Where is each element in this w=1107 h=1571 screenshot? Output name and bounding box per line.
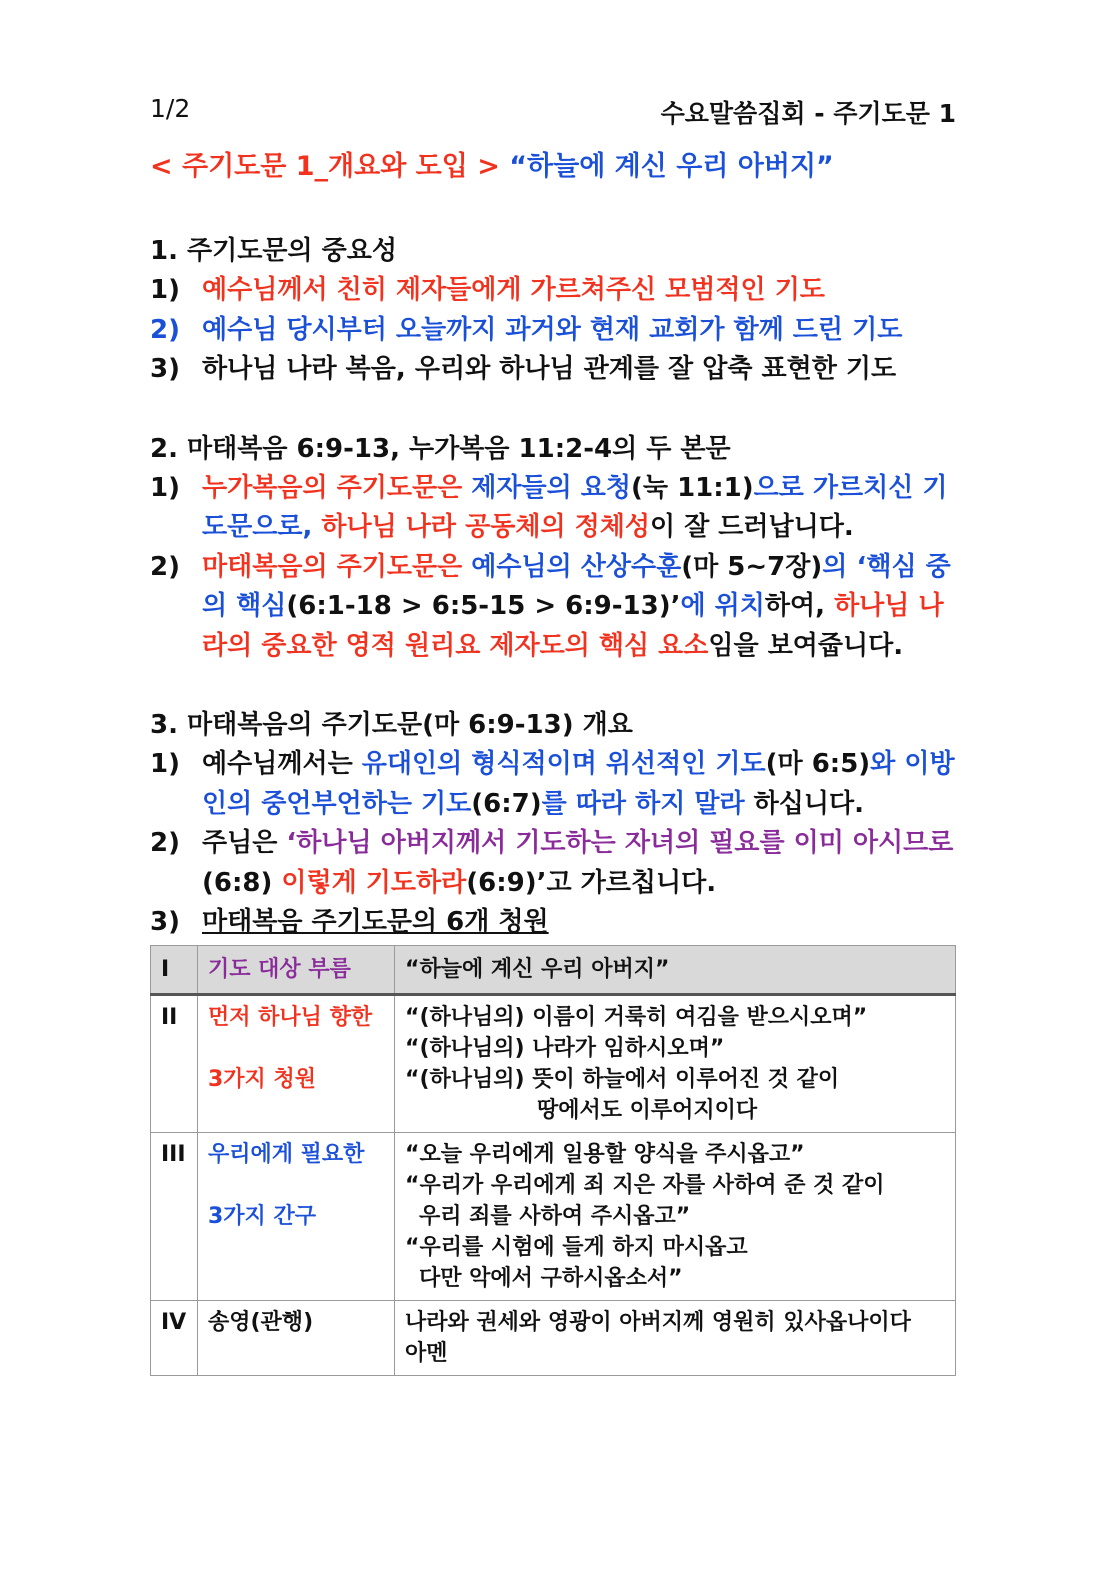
page-header (150, 90, 956, 130)
item-text-segment: (6:8) (202, 867, 282, 898)
item-text-segment: (6:9)’고 가르칩니다. (466, 867, 717, 898)
lesson-title-quote: “하늘에 계신 우리 아버지” (509, 151, 834, 182)
table-row (151, 994, 956, 1132)
lesson-title (150, 144, 956, 184)
item-text-segment: 를 따라 하지 말라 (541, 788, 745, 819)
item-text-segment: 하여, (764, 591, 835, 621)
document-title: 수요말씀집회 - 주기도문 1 (660, 99, 956, 128)
category-line: 3가지 간구 (208, 1203, 316, 1229)
list-item (150, 271, 956, 311)
list-item (150, 824, 956, 903)
row-category (198, 994, 395, 1132)
document-page (150, 90, 956, 1376)
table-row (151, 1300, 956, 1375)
item-text-segment: 임을 보여줍니다. (708, 630, 904, 661)
item-text-segment: 예수님의 산상수훈 (471, 551, 682, 582)
section-heading: 1. 주기도문의 중요성 (150, 236, 397, 266)
item-text-segment: 제자들의 요청 (471, 472, 632, 503)
prayer-line: 우리 죄를 사하여 주시옵고” (419, 1203, 691, 1229)
row-category (198, 1132, 395, 1300)
prayer-line: 아멘 (405, 1340, 448, 1366)
prayer-line: “하늘에 계신 우리 아버지” (405, 956, 670, 982)
row-text (395, 945, 956, 994)
item-text-segment: 하십니다. (744, 788, 864, 819)
item-text-segment: (마 6:5) (765, 749, 871, 779)
prayer-line: 나라와 권세와 영광이 아버지께 영원히 있사옵나이다 (405, 1309, 911, 1335)
lesson-title-main: < 주기도문 1_개요와 도입 > (150, 151, 510, 182)
item-text-segment: 의 ‘핵심 중의 핵심 (202, 551, 951, 621)
item-text-segment: 에 위치 (680, 591, 765, 621)
list-item (150, 903, 956, 943)
section-heading: 2. 마태복음 6:9-13, 누가복음 11:2-4의 두 본문 (150, 433, 731, 464)
list-item (150, 745, 956, 824)
item-text-segment: 유대인의 형식적이며 위선적인 기도 (361, 749, 766, 779)
item-text-segment: (6:1-18 > 6:5-15 > 6:9-13)’ (286, 591, 681, 621)
prayer-line: 땅에서도 이루어지이다 (537, 1097, 758, 1123)
item-text: 예수님 당시부터 오늘까지 과거와 현재 교회가 함께 드린 기도 (202, 314, 903, 345)
item-number: 2) (150, 551, 180, 582)
section-heading: 3. 마태복음의 주기도문(마 6:9-13) 개요 (150, 710, 633, 740)
item-text-segment: (6:7) (471, 788, 542, 819)
item-number: 2) (150, 314, 180, 345)
item-text-segment: 하나님 나라의 중요한 영적 원리요 제자도의 핵심 요소 (202, 591, 944, 661)
item-text: 마태복음 주기도문의 6개 청원 (202, 907, 549, 937)
page-number: 1/2 (150, 94, 191, 123)
row-number: III (151, 1132, 198, 1300)
item-number: 3) (150, 354, 180, 384)
row-number: IV (151, 1300, 198, 1375)
item-text-segment: 주님은 (202, 828, 287, 858)
petitions-table (150, 945, 956, 1376)
category-line: 3가지 청원 (208, 1066, 316, 1092)
list-item (150, 548, 956, 667)
prayer-line: “우리를 시험에 들게 하지 마시옵고 (405, 1234, 748, 1260)
list-item (150, 350, 956, 390)
item-text: 예수님께서 친히 제자들에게 가르쳐주신 모범적인 기도 (202, 275, 825, 305)
item-number: 2) (150, 828, 180, 858)
list-item (150, 311, 956, 351)
row-category (198, 1300, 395, 1375)
item-text-segment: (마 5~7장) (681, 551, 823, 582)
prayer-line: 다만 악에서 구하시옵소서” (419, 1265, 683, 1291)
item-number: 1) (150, 275, 180, 305)
row-text (395, 1132, 956, 1300)
item-text-segment: 누가복음의 주기도문은 (202, 472, 472, 503)
table-row (151, 945, 956, 994)
prayer-line: “(하나님의) 이름이 거룩히 여김을 받으시오며” (405, 1004, 868, 1030)
row-category (198, 945, 395, 994)
prayer-line: “(하나님의) 뜻이 하늘에서 이루어진 것 같이 (405, 1066, 840, 1092)
item-text-segment: 으로 가르치신 기도문으로, (202, 472, 948, 542)
item-text-segment: 예수님께서는 (202, 749, 362, 779)
item-text-segment: ‘하나님 아버지께서 기도하는 자녀의 필요를 이미 아시므로 (286, 828, 954, 858)
item-text-segment: 이 잘 드러납니다. (649, 512, 854, 542)
prayer-line: “우리가 우리에게 죄 지은 자를 사하여 준 것 같이 (405, 1172, 885, 1198)
row-text (395, 1300, 956, 1375)
item-number: 3) (150, 907, 180, 937)
item-number: 1) (150, 472, 180, 503)
category-line: 먼저 하나님 향한 (208, 1004, 373, 1030)
prayer-line: “오늘 우리에게 일용할 양식을 주시옵고” (405, 1141, 805, 1167)
item-text-segment: 와 이방인의 중언부언하는 기도 (202, 749, 955, 819)
category-line: 우리에게 필요한 (208, 1141, 365, 1167)
prayer-line: “(하나님의) 나라가 임하시오며” (405, 1035, 725, 1061)
item-number: 1) (150, 749, 180, 779)
item-text-segment: (눅 11:1) (631, 472, 754, 503)
item-text-segment: 마태복음의 주기도문은 (202, 551, 472, 582)
table-row (151, 1132, 956, 1300)
list-item (150, 469, 956, 548)
row-text (395, 994, 956, 1132)
item-text-segment: 이렇게 기도하라 (281, 867, 467, 898)
category-line: 기도 대상 부름 (208, 956, 351, 982)
row-number: II (151, 994, 198, 1132)
item-text-segment: 하나님 나라 공동체의 정체성 (321, 512, 650, 542)
category-line: 송영(관행) (208, 1309, 314, 1335)
item-text: 하나님 나라 복음, 우리와 하나님 관계를 잘 압축 표현한 기도 (202, 354, 897, 384)
row-number: I (151, 945, 198, 994)
